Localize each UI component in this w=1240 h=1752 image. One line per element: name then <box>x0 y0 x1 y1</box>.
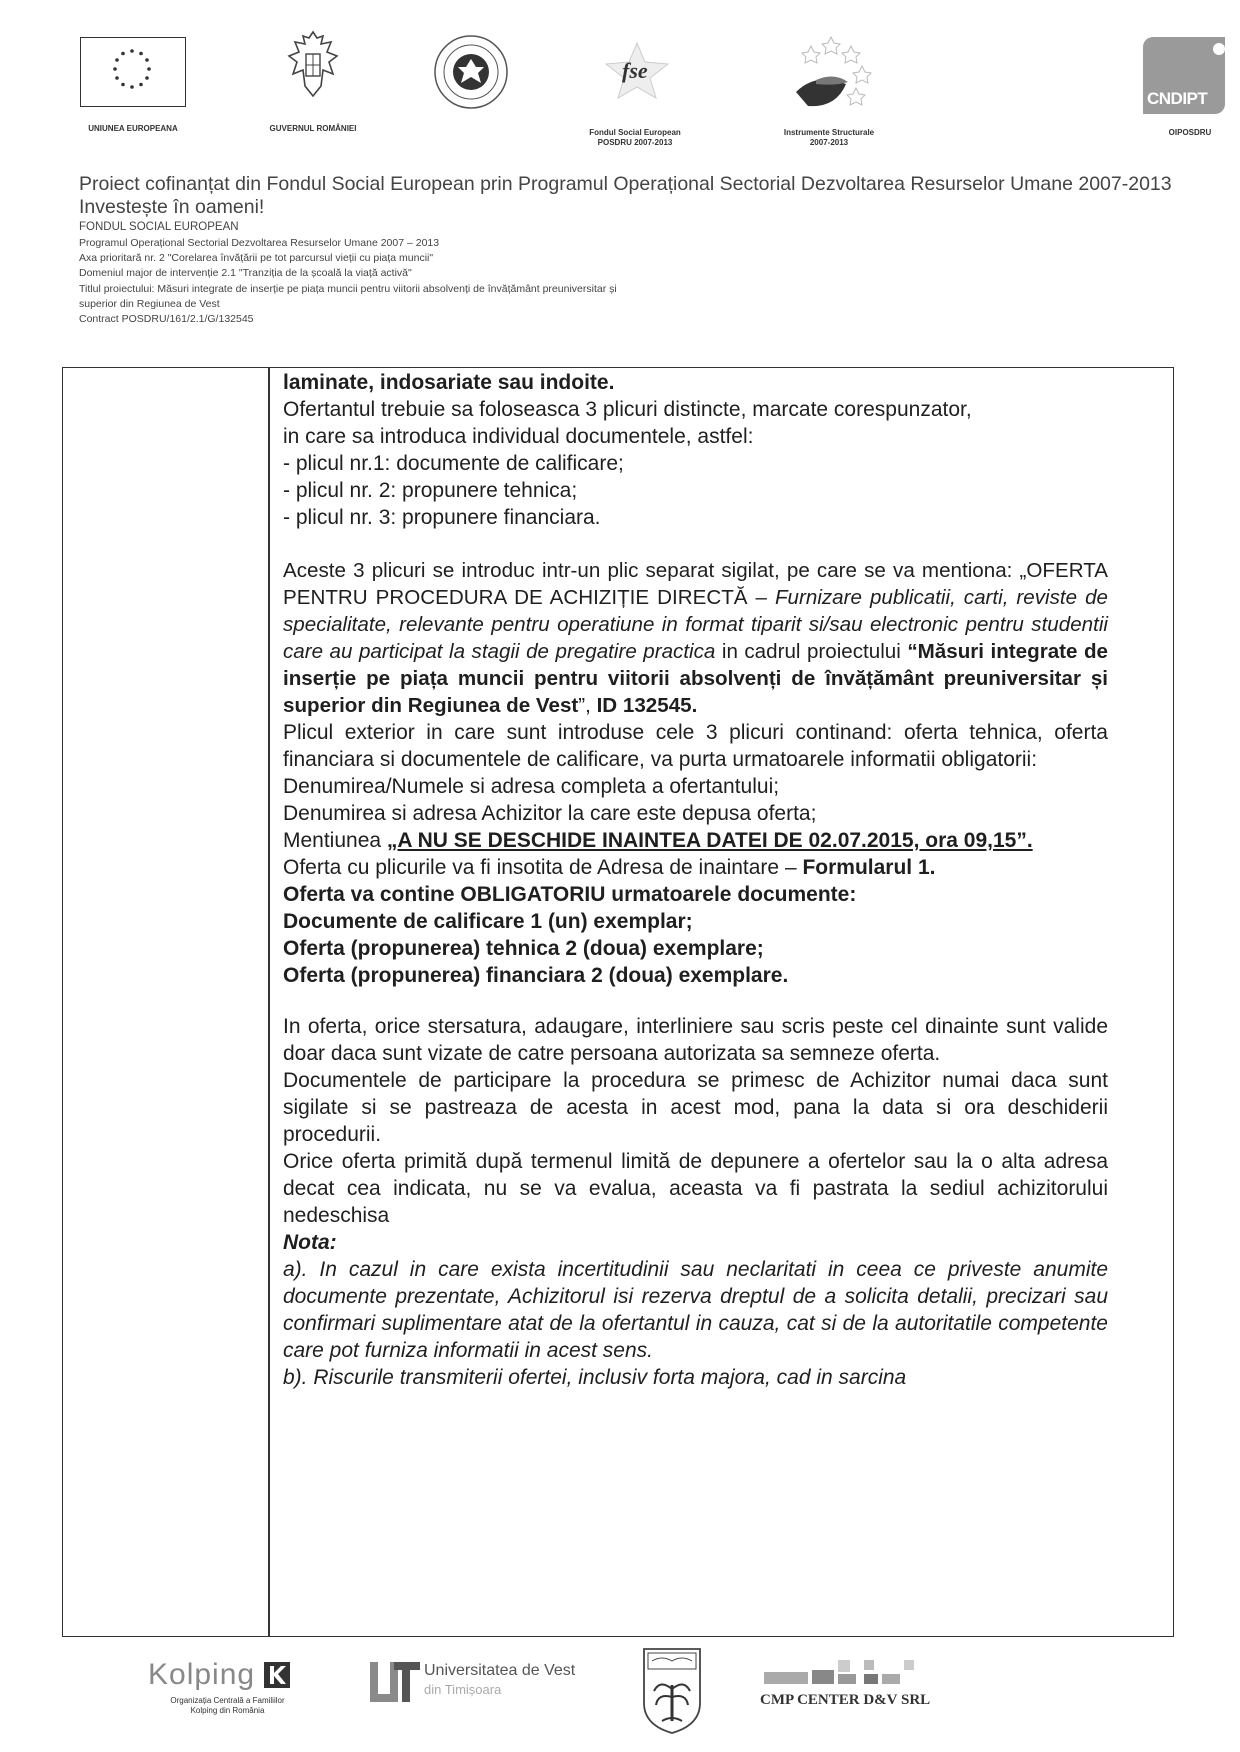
uvt-sub: din Timișoara <box>424 1682 502 1697</box>
project-title-line: Titlul proiectului: Măsuri integrate de inserție pe piața muncii pentru viitorii absolvenți de învățământ preuniversitar și <box>79 283 617 295</box>
project-intro: in cadrul proiectului <box>715 640 908 663</box>
is-caption-1: Instrumente Structurale <box>783 128 875 137</box>
mention-label: Mentiunea <box>283 829 387 852</box>
uvt-logo <box>368 1658 598 1708</box>
form-1-label: Formularul 1. <box>802 856 936 879</box>
table-column-divider <box>268 367 270 1637</box>
structural-stars-icon <box>786 32 876 118</box>
do-not-open-notice: „A NU SE DESCHIDE INAINTEA DATEI DE 02.07.2015, ora 09,15”. <box>386 829 1033 852</box>
cmp-name: CMP CENTER D&V SRL <box>760 1692 931 1708</box>
fse-title: FONDUL SOCIAL EUROPEAN <box>79 221 239 233</box>
domain-line: Domeniul major de intervenție 2.1 "Tranziția de la școală la viață activă" <box>79 267 412 279</box>
required-info-1: Denumirea/Numele si adresa completa a ofertantului; <box>283 775 780 798</box>
tree-shield-icon <box>640 1645 704 1735</box>
envelope-2-item: - plicul nr. 2: propunere tehnica; <box>283 479 578 502</box>
kolping-sub-1: Organizația Centrală a Familiilor <box>170 1696 285 1705</box>
uvt-mark-icon <box>368 1660 420 1704</box>
required-info-3 <box>283 827 1108 854</box>
dacia-seal-logo <box>640 1645 704 1735</box>
cover-letter-text: Oferta cu plicurile va fi insotita de Adresa de inaintare – <box>283 856 803 879</box>
oiposdru-caption: OIPOSDRU <box>1168 128 1212 137</box>
body-line-laminate: laminate, indosariate sau indoite. <box>283 371 615 394</box>
project-id: ID 132545. <box>596 694 698 717</box>
cover-letter-line <box>283 854 1108 881</box>
fse-caption-2: POSDRU 2007-2013 <box>597 138 673 147</box>
spacer <box>283 531 1108 557</box>
seal-icon <box>432 33 510 111</box>
romania-coat-of-arms-logo <box>287 30 339 107</box>
note-heading: Nota: <box>283 1231 337 1254</box>
kolping-sub-2: Kolping din România <box>190 1706 265 1715</box>
cndipt-logo <box>1143 37 1225 114</box>
cmp-blocks-icon <box>764 1656 934 1688</box>
late-offer-paragraph: Orice oferta primită după termenul limită de depunere a ofertelor sau la o alta adresa decat cea indicata, nu se va evalua, aceasta va fi pastrata la sediul achizitorului nedeschisa <box>283 1150 1108 1227</box>
note-b: b). Riscurile transmiterii ofertei, inclusiv forta majora, cad in sarcina <box>283 1366 907 1389</box>
fse-mark: fse <box>622 58 648 83</box>
motto-line: Investește în oameni! <box>79 196 265 218</box>
fse-logo <box>602 40 672 105</box>
project-title-line-2: superior din Regiunea de Vest <box>79 298 220 310</box>
kolping-k-icon <box>264 1662 290 1688</box>
body-line-individual: in care sa introduca individual documentele, astfel: <box>283 425 754 448</box>
envelope-1-item: - plicul nr.1: documente de calificare; <box>283 452 624 475</box>
eu-caption: UNIUNEA EUROPEANA <box>88 124 178 133</box>
is-caption-2: 2007-2013 <box>809 138 849 147</box>
gov-caption: GUVERNUL ROMÂNIEI <box>269 124 357 133</box>
cmp-center-logo <box>760 1656 940 1716</box>
eagle-icon <box>287 30 339 102</box>
fse-star-icon <box>602 40 672 100</box>
instrumente-structurale-logo <box>786 32 876 123</box>
eu-flag-logo <box>80 37 186 107</box>
spacer <box>283 989 1108 1013</box>
body-line-plicuri: Ofertantul trebuie sa foloseasca 3 plicuri distincte, marcate corespunzator, <box>283 398 972 421</box>
program-line: Programul Operațional Sectorial Dezvoltarea Resurselor Umane 2007 – 2013 <box>79 237 440 249</box>
kolping-logo <box>140 1658 315 1728</box>
project-title: “Măsuri integrate de inserție pe piața muncii pentru viitorii absolvenți de învățământ preuniversitar și superior din Regiunea de Vest <box>283 640 1109 717</box>
outer-envelope-paragraph: Plicul exterior in care sunt introduse cele 3 plicuri continand: oferta tehnica, oferta financiara si documentele de calificare, va purta urmatoarele informatii obligatorii: <box>283 721 1108 771</box>
procurement-subject: Furnizare publicatii, carti, reviste de specialitate, relevante pentru operatiune in format tiparit si/sau electronic pentru studentii care au participat la stagii de pregatire practica <box>283 586 1108 663</box>
required-info-2: Denumirea si adresa Achizitor la care este depusa oferta; <box>283 802 817 825</box>
contract-line: Contract POSDRU/161/2.1/G/132545 <box>79 313 254 325</box>
corrections-paragraph: In oferta, orice stersatura, adaugare, interliniere sau scris peste cel dinainte sunt valide doar daca sunt vizate de catre persoana autorizata sa semneze oferta. <box>283 1015 1108 1065</box>
note-a: a). In cazul in care exista incertitudinii sau neclaritati in ceea ce priveste anumite documente prezentate, Achizitorul isi rezerva dreptul de a solicita detalii, precizari sau confirmari suplimentare atat de la ofertantul in cauza, cat si de la autoritatile competente care pot furniza informatii in acest sens. <box>283 1258 1108 1362</box>
ministry-seal-logo <box>432 33 510 116</box>
sealed-docs-paragraph: Documentele de participare la procedura se primesc de Achizitor numai daca sunt sigilate si se pastreaza de acesta in acest mod, pana la data si ora deschiderii procedurii. <box>283 1069 1108 1146</box>
sealed-envelope-paragraph <box>283 557 1108 719</box>
mandatory-doc-1: Documente de calificare 1 (un) exemplar; <box>283 910 693 933</box>
mandatory-doc-2: Oferta (propunerea) tehnica 2 (doua) exemplare; <box>283 937 764 960</box>
axis-line: Axa prioritară nr. 2 "Corelarea învățării pe tot parcursul vieții cu piața muncii" <box>79 252 434 264</box>
envelope-3-item: - plicul nr. 3: propunere financiara. <box>283 506 601 529</box>
cndipt-dot-icon <box>1213 43 1225 55</box>
project-title-close: ”, <box>578 694 597 717</box>
uvt-name: Universitatea de Vest <box>424 1662 576 1679</box>
mandatory-doc-3: Oferta (propunerea) financiara 2 (doua) exemplare. <box>283 964 789 987</box>
eu-stars-icon <box>81 38 184 105</box>
sealed-envelope-text: Aceste 3 plicuri se introduc intr-un plic separat sigilat, pe care se va mentiona: „OFERTA PENTRU PROCEDURA DE ACHIZIȚIE DIRECTĂ – <box>283 559 1108 609</box>
cndipt-mark: CNDIPT <box>1147 89 1208 108</box>
table-cell-content <box>283 369 1108 1391</box>
kolping-name: Kolping <box>148 1658 256 1691</box>
fse-caption-1: Fondul Social European <box>589 128 681 137</box>
cofinance-line: Proiect cofinanțat din Fondul Social European prin Programul Operațional Sectorial Dezvoltarea Resurselor Umane 2007-2013 <box>79 173 1172 195</box>
mandatory-docs-heading: Oferta va contine OBLIGATORIU urmatoarele documente: <box>283 883 857 906</box>
